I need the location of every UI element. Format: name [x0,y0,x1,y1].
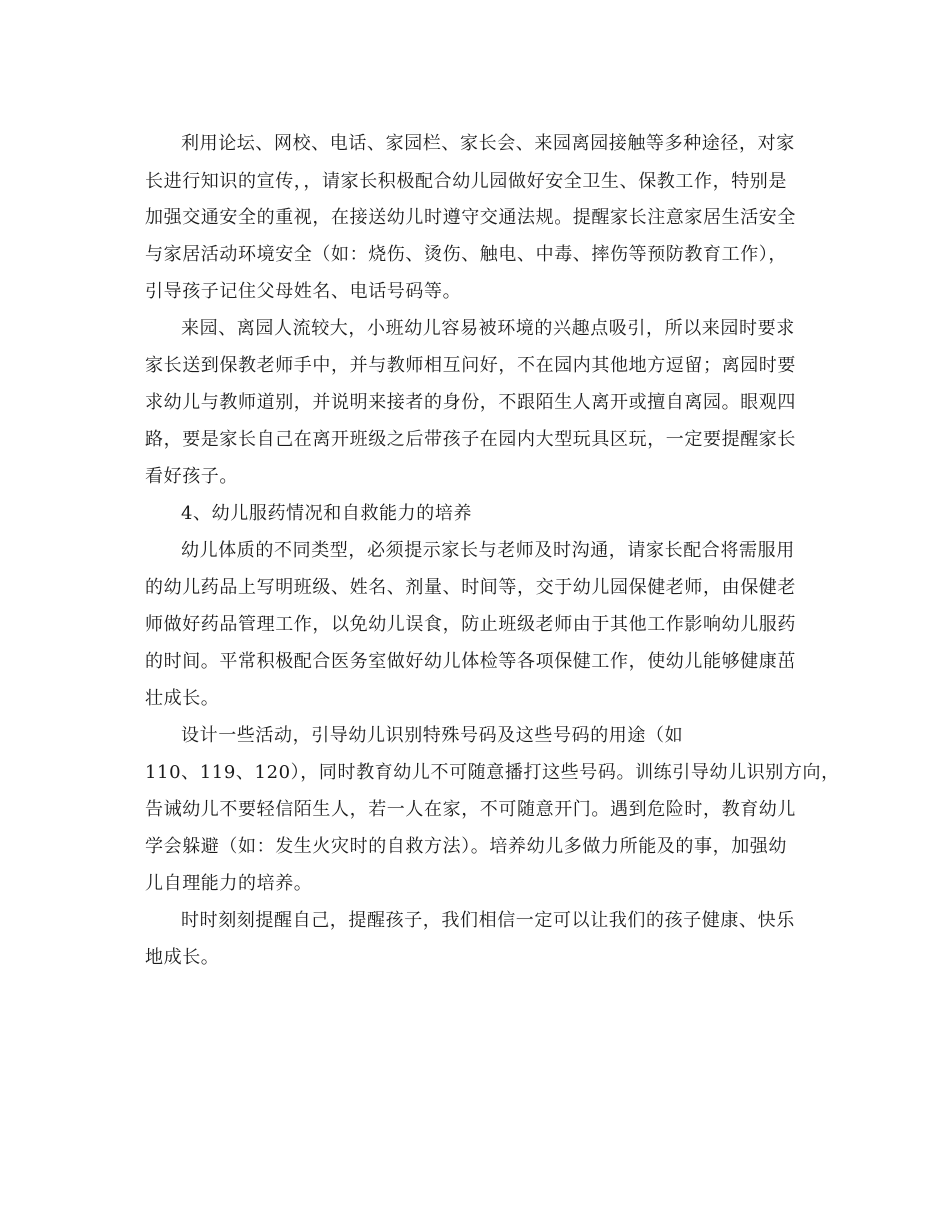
text-line: 学会躲避（如：发生火灾时的自救方法）。培养幼儿多做力所能及的事，加强幼 [145,836,787,857]
text-line: 的时间。平常积极配合医务室做好幼儿体检等各项保健工作，使幼儿能够健康茁 [145,651,796,672]
text-line: 师做好药品管理工作，以免幼儿误食，防止班级老师由于其他工作影响幼儿服药 [145,614,796,635]
text-line: 幼儿体质的不同类型，必须提示家长与老师及时沟通，请家长配合将需服用 [181,540,795,561]
text-line: 时时刻刻提醒自己，提醒孩子，我们相信一定可以让我们的孩子健康、快乐 [181,910,795,931]
text-line: 来园、离园人流较大，小班幼儿容易被环境的兴趣点吸引，所以来园时要求 [181,318,795,339]
text-line: 告诫幼儿不要轻信陌生人，若一人在家，不可随意开门。遇到危险时，教育幼儿 [145,799,796,820]
text-line: 设计一些活动，引导幼儿识别特殊号码及这些号码的用途（如 [181,725,684,746]
text-line: 看好孩子。 [145,466,238,487]
text-line: 地成长。 [145,947,220,968]
text-line: 加强交通安全的重视，在接送幼儿时遵守交通法规。提醒家长注意家居生活安全 [145,207,796,228]
text-line: 儿自理能力的培养。 [145,873,313,894]
text-line: 的幼儿药品上写明班级、姓名、剂量、时间等，交于幼儿园保健老师，由保健老 [145,577,796,598]
text-line: 长进行知识的宣传，，请家长积极配合幼儿园做好安全卫生、保教工作，特别是 [145,171,787,192]
section-heading: 4、幼儿服药情况和自救能力的培养 [181,503,473,524]
text-line: 110、119、120），同时教育幼儿不可随意播打这些号码。训练引导幼儿识别方向， [145,762,840,783]
text-line: 与家居活动环境安全（如：烧伤、烫伤、触电、中毒、摔伤等预防教育工作）， [145,244,787,265]
text-line: 家长送到保教老师手中，并与教师相互问好，不在园内其他地方逗留；离园时要 [145,355,796,376]
text-line: 引导孩子记住父母姓名、电话号码等。 [145,281,462,302]
text-line: 求幼儿与教师道别，并说明来接者的身份，不跟陌生人离开或擅自离园。眼观四 [145,392,796,413]
text-line: 利用论坛、网校、电话、家园栏、家长会、来园离园接触等多种途径，对家 [181,133,795,154]
text-line: 壮成长。 [145,688,220,709]
text-line: 路，要是家长自己在离开班级之后带孩子在园内大型玩具区玩，一定要提醒家长 [145,429,796,450]
